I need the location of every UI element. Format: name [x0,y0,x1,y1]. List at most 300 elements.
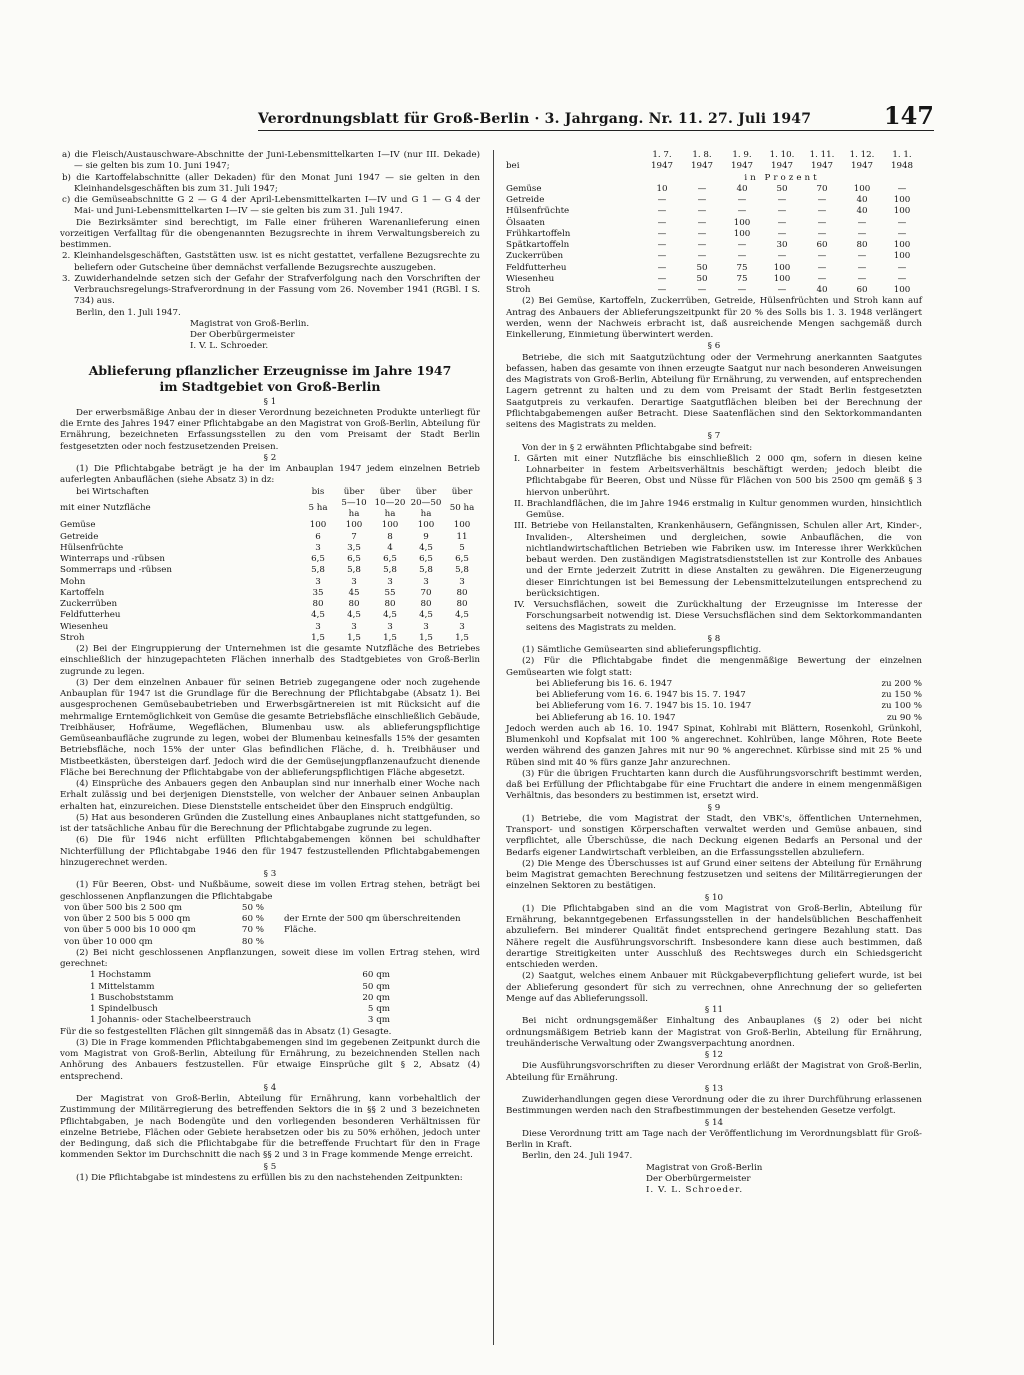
row-label: Kartoffeln [60,587,105,598]
expiry-list [60,150,480,218]
header-title: Verordnungsblatt für Groß-Berlin · 3. Jahrgang. Nr. 11. 27. Juli 1947 [258,111,812,127]
table-cell: 45 [348,587,360,598]
table-header-cell: 1947 [850,161,874,172]
paragraph: (5) Hat aus besonderen Gründen die Zustellung eines Anbauplanes nicht stattgefunden, so ist der tatsächliche Anbau für die Berechnung der Pflichtabgabe zugrunde zu legen. [60,812,480,834]
table-cell: — [697,285,707,295]
table-header-cell: 1. 11. [809,150,835,160]
paragraph-heading: § 13 [704,1083,724,1094]
table-cell: 60 [856,285,868,295]
table-header-cell: über [451,486,473,497]
table-cell: 5 [459,542,465,553]
berry-note: der Ernte der 500 qm überschreitenden Fläche. [284,913,461,935]
table-header-cell: 1947 [690,161,714,172]
table-cell: — [697,217,707,228]
page-number: 147 [883,101,934,130]
paragraph: Jedoch werden auch ab 16. 10. 1947 Spinat, Kohlrabi mit Blättern, Rosenkohl, Grünkohl, Blumenkohl und Kopfsalat mit 100 % angerechnet. Kohlrüben, lange Möhren, Rote Beete werden während des ganzen Jahres mit nur 90 % angerechnet. Kürbisse sind mit 25 % und Rüben sind mit 40 % fürs ganze Jahr anzurechnen. [506,723,922,768]
table-row [506,184,922,195]
table-cell: 4,5 [419,610,433,621]
table-cell: 100 [345,520,363,531]
deadline-table [506,150,922,296]
table-cell: — [857,217,867,228]
signature-block [60,319,480,353]
table-cell: — [697,251,707,262]
list-item: I. Gärten mit einer Nutzfläche bis einschließlich 2 000 qm, sofern in diesen keine Lohnarbeiter in festem Arbeitsverhältnis beschäftigt werden; jedoch bleibt die Pflichtabgabe für Beeren, Obst und Nüsse für Flächen von 500 bis 2500 qm gemäß § 3 hiervon unberührt. [514,453,922,498]
table-cell: — [897,262,907,273]
table-cell: — [857,273,867,284]
tree-area: 3 qm [367,1015,390,1026]
paragraph: Der Magistrat von Groß-Berlin, Abteilung für Ernährung, kann vorbehaltlich der Zustimmung der Militärregierung des betreffenden Sektors die in §§ 2 und 3 bezeichneten Pflichtabgaben, je nach Bodengüte und den vorliegenden besonderen Verhältnissen für einzelne Betriebe, Flächen oder Gebiete herabsetzen oder bis zu 50% erhöhen, jedoch unter der Bedingung, daß sich die Pflichtabgabe für die betreffende Fruchtart für den in Frage kommenden Sektor im Durchschnitt die nach §§ 2 und 3 in Frage kommende Menge erreicht. [60,1094,480,1161]
table-cell: — [777,206,787,217]
table-cell: 5,8 [311,565,325,576]
paragraph-heading: § 9 [707,802,721,813]
table-header-cell: 1. 12. [849,150,875,160]
rate-value: zu 90 % [886,712,922,723]
exemption-list [506,454,922,634]
paragraph: Zuwiderhandlungen gegen diese Verordnung oder die zu ihrer Durchführung erlassenen Bestimmungen werden nach den Strafbestimmungen der bestehenden Gesetze verfolgt. [506,1095,922,1117]
table-header-cell: 1. 8. [692,150,712,160]
date-line: Berlin, den 24. Juli 1947. [522,1151,633,1162]
table-cell: 100 [381,520,399,531]
tree-area: 20 qm [362,992,390,1003]
table-header-cell: 50 ha [449,503,475,514]
list-item: IV. Versuchsflächen, soweit die Zurückhaltung der Erzeugnisse im Interesse der Forschungsarbeit notwendig ist. Diese Versuchsflächen sind dem Sektorkommandanten seitens des Magistrats zu melden. [514,600,922,633]
paragraph-heading: § 8 [707,633,721,644]
table-header-cell: bis [311,486,325,497]
table-cell: — [657,262,667,273]
table-cell: 55 [384,587,396,598]
table-cell: 6,5 [455,554,469,564]
table-header-cell: 1. 7. [652,150,672,160]
table-cell: 5,8 [347,565,361,576]
tree-type: 1 Buschobststamm [90,992,174,1003]
table-row [60,520,480,531]
paragraph: (1) Die Pflichtabgabe ist mindestens zu erfüllen bis zu den nachstehenden Zeitpunkten: [76,1172,463,1183]
table-row [506,206,922,217]
table-cell: 4,5 [455,610,469,621]
paragraph: Für die so festgestellten Flächen gilt sinngemäß das in Absatz (1) Gesagte. [60,1026,392,1037]
table-cell: 100 [893,285,911,295]
table-cell: 1,5 [347,632,361,643]
table-header-cell: 5—10 ha [341,497,367,519]
paragraph: (2) Für die Pflichtabgabe findet die mengenmäßige Bewertung der einzelnen Gemüsearten wie folgt statt: [506,656,922,678]
table-row [506,285,922,296]
table-header-cell: bei [506,161,520,172]
berry-range: von über 5 000 bis 10 000 qm [64,925,196,936]
table-row [60,554,480,565]
table-cell: 80 [420,599,432,609]
table-cell: 3 [387,576,393,587]
row-label: Mohn [60,576,86,587]
rate-period: bei Ablieferung vom 16. 6. 1947 bis 15. 7. 1947 [536,690,746,700]
table-row [60,622,480,633]
table-header-cell: 1. 9. [732,150,752,160]
table-row [60,610,480,621]
rate-list [506,679,922,724]
table-cell: 5,8 [383,565,397,576]
date-line: Berlin, den 1. Juli 1947. [76,307,181,318]
table-cell: — [817,206,827,217]
paragraph: (2) Bei nicht geschlossenen Anpflanzungen, soweit diese im vollen Ertrag stehen, wird gerechnet: [60,947,480,969]
table-row [60,543,480,554]
table-cell: 6,5 [383,554,397,564]
table-row [60,633,480,644]
table-cell: — [737,240,747,250]
table-cell: 100 [417,520,435,531]
table-header-cell: 1947 [810,161,834,172]
table-cell: — [657,240,667,250]
table-cell: — [817,262,827,273]
rate-value: zu 200 % [881,678,922,689]
table-cell: 6 [315,531,321,542]
table-cell: 40 [736,183,748,194]
paragraph: (1) Die Pflichtabgaben sind an die vom Magistrat von Groß-Berlin, Abteilung für Ernährung, bekanntgegebenen Erfassungsstellen in der handelsüblichen Beschaffenheit abzuliefern. Bei minderer Qualität findet entsprechend geringere Bezahlung statt. Das Nähere regelt die Ausführungsvorschrift. Insbesondere kann diese auch bestimmen, daß derartige Streitigkeiten unter Ausschluß des Rechtsweges durch ein Schiedsgericht entschieden werden. [506,903,922,970]
table-cell: 1,5 [383,632,397,643]
paragraph: Der erwerbsmäßige Anbau der in dieser Verordnung bezeichneten Produkte unterliegt für die Ernte des Jahres 1947 einer Pflichtabgabe an den Magistrat von Groß-Berlin, Abteilung für Ernährung, bezeichneten Erfassungsstellen zu den vom Preisamt der Stadt Berlin festgesetzten oder noch festzusetzenden Preisen. [60,407,480,452]
table-cell: 6,5 [419,554,433,564]
row-label: Stroh [506,285,531,295]
table-cell: 75 [736,273,748,284]
berry-percent: 60 % [241,914,264,924]
table-cell: 100 [893,195,911,205]
berry-range: von über 10 000 qm [64,936,153,947]
table-cell: 1,5 [455,632,469,643]
list-item: a) die Fleisch/Austauschware-Abschnitte der Juni-Lebensmittelkarten I—IV (nur III. Dekade) — sie gelten bis zum 10. Juni 1947; [62,150,480,172]
paragraph: (1) Betriebe, die vom Magistrat der Stadt, den VBK's, öffentlichen Unternehmen, Transport- und sonstigen Körperschaften verwaltet werden und Gemüse anbauen, sind verpflichtet, alle Überschüsse, die nach Deckung eigenen Bedarfs an Personal und der Bedarfs eigener Landwirtschaft verbleiben, an die Erfassungsstellen abzuliefern. [506,813,922,858]
berry-percent: 50 % [241,902,264,913]
tree-area: 60 qm [362,970,390,981]
table-header-cell: 10—20 ha [374,497,406,519]
table-cell: 4,5 [311,610,325,621]
table-cell: 3 [315,621,321,632]
table-cell: 7 [351,531,357,542]
table-cell: — [897,183,907,194]
table-cell: — [897,273,907,284]
paragraph-heading: § 5 [263,1161,277,1172]
table-cell: — [657,217,667,228]
table-header-row [506,150,922,161]
paragraph: (3) Die in Frage kommenden Pflichtabgabemengen sind im gegebenen Zeitpunkt durch die vom Magistrat von Groß-Berlin, Abteilung für Ernährung, zu bezeichnenden Stellen nach Anhörung des Anbauers festzustellen. Für etwaige Einsprüche gilt § 2, Absatz (4) entsprechend. [60,1037,480,1082]
row-label: Gemüse [60,520,96,531]
table-cell: 1,5 [311,632,325,643]
table-cell: — [817,195,827,205]
signature-line: Magistrat von Groß-Berlin. [190,318,310,329]
table-cell: 80 [856,240,868,250]
table-cell: — [817,228,827,239]
paragraph: (2) Saatgut, welches einem Anbauer mit Rückgabeverpflichtung geliefert wurde, ist bei der Ablieferung gesondert für sich zu verrechnen, ohne Anrechnung der so gelieferten Menge auf das Ablieferungssoll. [506,971,922,1004]
table-header-cell: 1947 [730,161,754,172]
table-cell: 100 [773,262,791,273]
paragraph: (2) Bei Gemüse, Kartoffeln, Zuckerrüben, Getreide, Hülsenfrüchten und Stroh kann auf Antrag des Anbauers der Ablieferungszeitpunkt für 20 % des Solls bis 1. 3. 1948 verlängert werden, wenn der Nachweis erbracht ist, daß ausreichende Mengen sachgemäß durch Einkellerung, Einmietung überwintert werden. [506,296,922,340]
paragraph: Die Bezirksämter sind berechtigt, im Falle einer früheren Warenanlieferung einen vorzeitigen Verfalltag für die obengenannten Bezugsrechte in ihrem Verwaltungsbereich zu bestimmen. [60,217,480,250]
berry-percent: 80 % [241,936,264,947]
table-cell: — [657,228,667,239]
paragraph: Bei nicht ordnungsgemäßer Einhaltung des Anbauplanes (§ 2) oder bei nicht ordnungsmäßigem Betrieb kann der Magistrat von Groß-Berlin, Abteilung für Ernährung, treuhänderische Verwaltung oder Zwangsverpachtung anordnen. [506,1016,922,1049]
table-cell: 50 [776,183,788,194]
table-cell: 4,5 [347,610,361,621]
table-cell: 100 [733,217,751,228]
signature-line: Der Oberbürgermeister [190,330,295,340]
rate-period: bei Ablieferung bis 16. 6. 1947 [536,678,673,689]
table-cell: 3 [459,621,465,632]
tree-list [60,970,390,1026]
table-cell: — [897,228,907,239]
table-cell: 100 [453,520,471,531]
list-item: II. Brachlandflächen, die im Jahre 1946 erstmalig in Kultur genommen wurden, hinsichtlich Gemüse. [514,498,922,520]
table-cell: 80 [456,599,468,609]
paragraph: 2. Kleinhandelsgeschäften, Gaststätten usw. ist es nicht gestattet, verfallene Bezugsrechte zu beliefern oder Gutscheine über demnächst verfallende Bezugsrechte auszugeben. [62,251,480,273]
table-cell: 4 [387,542,393,553]
table-cell: 1,5 [419,632,433,643]
berry-table [60,903,480,948]
table-cell: — [777,228,787,239]
signature-line: Der Oberbürgermeister [646,1173,751,1184]
table-cell: — [857,228,867,239]
table-cell: 3 [387,621,393,632]
table-cell: 100 [893,240,911,250]
table-cell: 3,5 [347,542,361,553]
table-cell: 40 [856,195,868,205]
left-column [60,150,480,1184]
row-label: Getreide [60,531,99,542]
row-label: Stroh [60,632,85,643]
table-header-cell: bei Wirtschaften [76,486,149,497]
signature-line: I. V. L. Schroeder. [190,341,269,352]
row-label: Spätkartoffeln [506,240,570,250]
table-header-cell: mit einer Nutzfläche [60,503,151,514]
page-header [258,101,934,131]
table-row [506,195,922,206]
tree-type: 1 Hochstamm [90,970,152,981]
table-row [60,588,480,599]
table-cell: — [817,251,827,262]
table-cell: — [657,251,667,262]
table-cell: 100 [893,206,911,217]
table-cell: 8 [387,531,393,542]
paragraph: (4) Einsprüche des Anbauers gegen den Anbauplan sind nur innerhalb einer Woche nach Erhalt zulässig und bei derjenigen Dienststelle, von welcher der Anbauer seinen Anbauplan erhalten hat, einzureichen. Diese Dienststelle entscheidet über den Einspruch endgültig. [60,779,480,812]
row-label: Gemüse [506,183,542,194]
berry-percent: 70 % [241,925,264,936]
paragraph: (3) Der dem einzelnen Anbauer für seinen Betrieb zugegangene oder noch zugehende Anbauplan für 1947 ist die Grundlage für die Berechnung der Pflichtabgabe (Absatz 1). Bei ausgesprochenen Gemüsebaubetrieben und Erwerbsgärtnereien ist mit Rücksicht auf die mehrmalige Erntemöglichkeit von Gemüse die gesamte Betriebsfläche einschließlich Gebäude, Treibhäuser, Hofräume, Wegeflächen, Blumenbau usw. als ablieferungspflichtige Gemüseanbaufläche zugrunde zu legen, wobei der Blumenbau keinesfalls 15% der gesamten Betriebsfläche, noch 15% der unter Glas befindlichen Fläche, d. h. Treibhäuser und Mistbeetkästen, übersteigen darf. Jedoch wird die der Gemüsejungpflanzenaufzucht dienende Fläche bei Berechnung der Pflichtabgabe von der ablieferungspflichtigen Fläche abgesetzt. [60,677,480,778]
table-header-row [60,487,480,498]
row-label: Sommerraps und -rübsen [60,565,173,576]
table-header-cell [506,150,642,161]
row-label: Wiesenheu [506,273,555,284]
table-cell: 5,8 [455,565,469,576]
paragraph-heading: § 10 [704,892,724,903]
list-item: c) die Gemüseabschnitte G 2 — G 4 der April-Lebensmittelkarten I—IV und G 1 — G 4 der Mai- und Juni-Lebensmittelkarten I—IV — sie gelten bis zum 31. Juli 1947. [62,195,480,217]
table-cell: — [737,285,747,295]
table-cell: 9 [423,531,429,542]
row-label: Wiesenheu [60,621,109,632]
paragraph: (1) Sämtliche Gemüsearten sind ablieferungspflichtig. [522,645,762,655]
table-cell: 100 [893,251,911,262]
table-header-row [506,161,922,172]
table-cell: 6,5 [347,554,361,564]
paragraph-heading: § 11 [704,1005,724,1015]
table-cell: — [697,183,707,194]
table-cell: 80 [348,599,360,609]
table-header-cell: 1947 [770,161,794,172]
paragraph-heading: § 12 [704,1050,724,1060]
tree-type: 1 Spindelbusch [90,1004,158,1014]
rate-value: zu 150 % [881,690,922,700]
row-label: Hülsenfrüchte [506,206,570,217]
table-cell: — [817,273,827,284]
table-cell: 40 [816,285,828,295]
table-cell: 3 [459,576,465,587]
table-cell: — [857,262,867,273]
table-row [60,532,480,543]
table-header-cell: 1. 10. [769,150,795,160]
paragraph: 3. Zuwiderhandelnde setzen sich der Gefahr der Strafverfolgung nach den Vorschriften der Verbrauchsregelungs-Strafverordnung in der Fassung vom 26. November 1941 (RGBl. I S. 734) aus. [62,273,480,307]
paragraph: Von der in § 2 erwähnten Pflichtabgabe sind befreit: [522,442,753,453]
table-cell: 3 [423,621,429,632]
table-cell: — [817,217,827,228]
row-label: Zuckerrüben [506,251,564,262]
tree-type: 1 Mittelstamm [90,981,155,992]
paragraph: Betriebe, die sich mit Saatgutzüchtung oder der Vermehrung anerkannten Saatgutes befassen, haben das gesamte von ihnen erzeugte Saatgut nur nach besonderen Anweisungen des Magistrats von Groß-Berlin, Abteilung für Ernährung, zu verwenden, auf entsprechenden Lagern getrennt zu halten und zu dem vom Preisamt der Stadt Berlin festgesetzten Saatgutpreis zu verkaufen. Derartige Saatgutflächen bleiben bei der Berechnung der Pflichtabgabemengen außer Betracht. Diese Saatenflächen sind den Sektorkommandanten seitens des Magistrats zu melden. [506,352,922,430]
title-line-2: im Stadtgebiet von Groß-Berlin [159,378,381,394]
table-header-cell: 5 ha [308,503,328,514]
table-row [506,274,922,285]
table-cell: 70 [420,587,432,598]
paragraph-heading: § 1 [263,396,277,407]
table-header-cell: 1947 [650,161,674,172]
table-cell: 11 [456,531,468,542]
table-cell: 75 [736,262,748,273]
table-cell: — [657,285,667,295]
table-cell: — [657,195,667,205]
table-row [506,229,922,240]
table-cell: 100 [773,273,791,284]
quota-table [60,487,480,645]
table-cell: 40 [856,206,868,217]
table-cell: — [737,195,747,205]
row-label: Winterraps und -rübsen [60,554,166,564]
row-label: Feldfutterheu [60,610,121,621]
paragraph: (6) Die für 1946 nicht erfüllten Pflichtabgabemengen können bei schuldhafter Nichterfüllung der Pflichtabgabe 1946 den für 1947 festzustellenden Pflichtabgabemengen hinzugerechnet werden. [60,835,480,868]
tree-area: 5 qm [367,1004,390,1014]
table-cell: — [737,206,747,217]
row-label: Frühkartoffeln [506,228,571,239]
table-header-row [60,498,480,521]
table-cell: 100 [309,520,327,531]
table-cell: 50 [696,262,708,273]
table-cell: 60 [816,240,828,250]
row-label: Zuckerrüben [60,599,118,609]
table-cell: — [737,251,747,262]
table-row [506,263,922,274]
paragraph-heading: § 2 [263,452,277,463]
table-cell: 80 [312,599,324,609]
table-cell: — [777,217,787,228]
right-column [506,150,922,1196]
table-cell: 3 [351,621,357,632]
table-row [506,240,922,251]
rate-period: bei Ablieferung ab 16. 10. 1947 [536,712,676,723]
table-cell: — [777,195,787,205]
table-cell: 10 [656,183,668,194]
table-cell: — [777,251,787,262]
table-header-cell: über [379,486,401,497]
paragraph-heading: § 4 [263,1082,277,1093]
signature-line: Magistrat von Groß-Berlin [646,1162,763,1173]
table-cell: — [657,273,667,284]
rate-value: zu 100 % [881,701,922,712]
table-row [60,565,480,576]
berry-range: von über 500 bis 2 500 qm [64,902,183,913]
table-cell: — [897,217,907,228]
table-cell: 3 [315,542,321,553]
list-item: b) die Kartoffelabschnitte (aller Dekaden) für den Monat Juni 1947 — sie gelten in den Kleinhandelsgeschäften bis zum 31. Juli 1947; [62,172,480,194]
section-title [60,363,480,395]
table-cell: 80 [456,587,468,598]
table-cell: — [697,195,707,205]
paragraph-heading: § 6 [707,341,721,352]
table-cell: 100 [853,183,871,194]
table-cell: — [777,285,787,295]
table-cell: 4,5 [383,610,397,621]
paragraph: (3) Für die übrigen Fruchtarten kann durch die Ausführungsvorschrift bestimmt werden, daß bei Erfüllung der Pflichtabgabe für eine Fruchtart die andere in einem mengenmäßigen Verhältnis, das besonders zu bestimmen ist, ersetzt wird. [506,768,922,802]
row-label: Hülsenfrüchte [60,542,124,553]
table-cell: 4,5 [419,542,433,553]
unit-label: in Prozent [744,172,820,183]
paragraph: (1) Für Beeren, Obst- und Nußbäume, soweit diese im vollen Ertrag stehen, beträgt bei geschlossenen Anpflanzungen die Pflichtabgabe [60,880,480,902]
table-cell: — [657,206,667,217]
table-header-cell: 20—50 ha [410,497,442,519]
table-row [60,599,480,610]
paragraph-heading: § 7 [707,431,721,442]
row-label: Ölsaaten [506,217,545,228]
table-cell: 35 [312,587,324,598]
rate-period: bei Ablieferung vom 16. 7. 1947 bis 15. 10. 1947 [536,701,752,712]
table-header-cell: über [415,486,437,497]
table-cell: — [857,251,867,262]
row-label: Feldfutterheu [506,262,567,273]
table-cell: — [697,240,707,250]
tree-type: 1 Johannis- oder Stachelbeerstrauch [90,1015,252,1026]
list-item: III. Betriebe von Heilanstalten, Krankenhäusern, Gefängnissen, Schulen aller Art, Kinder-, Invaliden-, Altersheimen und dergleichen, sowie Anbauflächen, die von nichtlandwirtschaftlichen Betrieben wie Fabriken usw. im Interesse ihrer Werkküchen bebaut werden. Den zuständigen Magistratsdienststellen ist zur Kontrolle des Anbaues und der Ernte jederzeit Zutritt in diese Anstalten zu gewähren. Die Eigenerzeugung dieser Einrichtungen ist bei Bemessung der Lebensmittelzuteilungen entsprechend zu berücksichtigen. [514,521,922,599]
column-divider [493,150,494,1345]
tree-area: 50 qm [362,981,390,992]
signature-block [506,1163,922,1197]
paragraph-heading: § 3 [263,869,277,879]
table-row [506,218,922,229]
berry-range: von über 2 500 bis 5 000 qm [64,914,191,924]
paragraph: Diese Verordnung tritt am Tage nach der Veröffentlichung im Verordnungsblatt für Groß-Berlin in Kraft. [506,1128,922,1150]
title-line-1: Ablieferung pflanzlicher Erzeugnisse im Jahre 1947 [88,362,452,378]
table-cell: 70 [816,183,828,194]
table-cell: 6,5 [311,554,325,564]
table-cell: 50 [696,273,708,284]
table-row [506,251,922,262]
row-label: Getreide [506,195,545,205]
table-row [60,577,480,588]
table-cell: — [697,206,707,217]
paragraph: (2) Bei der Eingruppierung der Unternehmen ist die gesamte Nutzfläche des Betriebes einschließlich der hinzugepachteten Flächen innerhalb des Stadtgebietes von Groß-Berlin zugrunde zu legen. [60,644,480,677]
table-header-cell: 1. 1. [892,150,912,160]
paragraph-heading: § 14 [704,1117,724,1128]
table-cell: 80 [384,599,396,609]
signature-line: I. V. L. Schroeder. [646,1185,744,1195]
table-cell: 3 [351,576,357,587]
table-header-cell: 1948 [890,161,914,172]
paragraph: (2) Die Menge des Überschusses ist auf Grund einer seitens der Abteilung für Ernährung beim Magistrat gemachten Berechnung festzusetzen und seitens der Militärregierungen der einzelnen Sektoren zu bestätigen. [506,858,922,892]
table-cell: 5,8 [419,565,433,576]
paragraph: Die Ausführungsvorschriften zu dieser Verordnung erläßt der Magistrat von Groß-Berlin, Abteilung für Ernährung. [506,1061,922,1083]
table-cell: 30 [776,240,788,250]
table-cell: 3 [423,576,429,587]
